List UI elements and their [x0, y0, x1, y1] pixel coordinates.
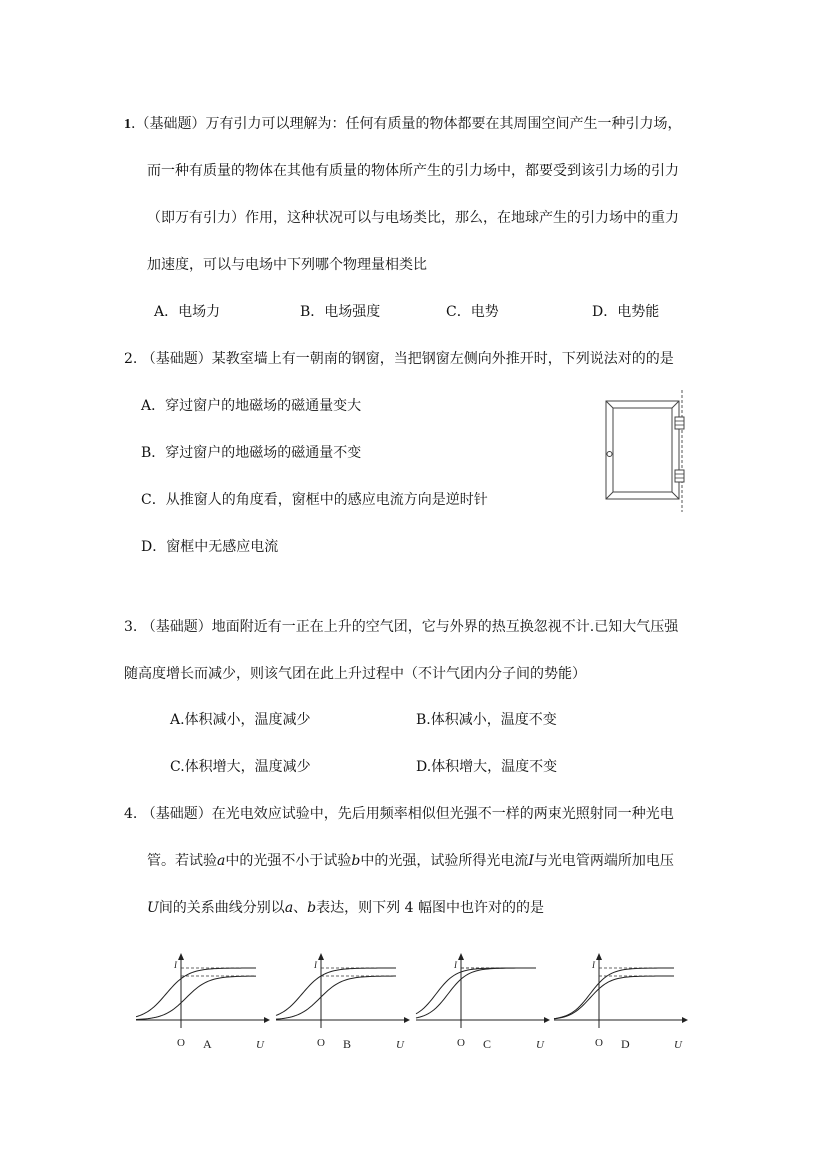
i-axis-arrow-icon [178, 953, 184, 960]
var-b: b [351, 853, 361, 869]
u-axis-label: U [256, 1039, 264, 1050]
iu-graph-b [276, 953, 410, 1050]
q2-option-b[interactable]: B．穿过窗户的地磁场的磁通量不变 [141, 445, 362, 461]
curve-a [416, 968, 536, 1014]
i-axis-arrow-icon [458, 953, 464, 960]
q2-option-d[interactable]: D．窗框中无感应电流 [141, 539, 279, 555]
i-axis-label: I [592, 960, 595, 970]
q3-option-c[interactable]: C.体积增大，温度减少 [170, 759, 311, 775]
u-axis-arrow-icon [264, 1017, 270, 1023]
i-axis-label: I [314, 960, 317, 970]
q4-line-3: U间的关系曲线分别以a、b表达，则下列 4 幅图中也许对的的是 [147, 900, 544, 916]
curve-b [416, 968, 536, 1018]
i-axis-arrow-icon [596, 953, 602, 960]
q1-line-2: 而一种有质量的物体在其他有质量的物体所产生的引力场中，都要受到该引力场的引力 [147, 163, 679, 179]
origin-label: O [595, 1037, 603, 1049]
u-axis-label: U [396, 1039, 404, 1050]
var-a: a [284, 900, 294, 916]
var-i: I [528, 853, 534, 869]
window-outer-frame [606, 401, 679, 499]
q1-line-1-text: .（基础题）万有引力可以理解为：任何有质量的物体都要在其周围空间产生一种引力场， [131, 116, 682, 132]
origin-label: O [177, 1037, 185, 1049]
curve-a [136, 968, 256, 1017]
hinge-top-icon [675, 417, 684, 429]
iu-graph-c [416, 953, 550, 1050]
i-axis-label: I [454, 960, 457, 970]
u-axis-label: U [674, 1039, 682, 1050]
var-a: a [217, 853, 226, 869]
q1-option-b[interactable]: B．电场强度 [300, 304, 381, 320]
graph-option-label: A [203, 1037, 212, 1050]
q3-option-d[interactable]: D.体积增大，温度不变 [416, 759, 558, 775]
graph-option-label: C [483, 1037, 492, 1050]
q1-number: 1 [124, 117, 131, 132]
graph-option-label: D [621, 1037, 630, 1050]
q1-line-4: 加速度，可以与电场中下列哪个物理量相类比 [147, 257, 427, 273]
q1-option-a[interactable]: A．电场力 [154, 304, 221, 320]
origin-label: O [317, 1037, 325, 1049]
q3-line-2: 随高度增长而减少，则该气团在此上升过程中（不计气团内分子间的势能） [124, 666, 586, 682]
q3-option-a[interactable]: A.体积减小，温度减少 [170, 712, 311, 728]
q1-line-1 [124, 115, 681, 134]
q2-option-a[interactable]: A．穿过窗户的地磁场的磁通量变大 [141, 398, 362, 414]
q4-line-2: 管。若试验a中的光强不小于试验b中的光强，试验所得光电流I与光电管两端所加电压 [147, 853, 674, 869]
var-b: b [307, 900, 317, 916]
graph-option-label: B [343, 1037, 352, 1050]
q1-option-c[interactable]: C．电势 [446, 304, 499, 320]
window-figure [596, 388, 692, 514]
window-handle-icon [607, 452, 612, 457]
var-u: U [147, 900, 159, 916]
q1-option-d[interactable]: D．电势能 [592, 304, 660, 320]
i-axis-label: I [174, 960, 177, 970]
curve-a [276, 968, 396, 1015]
q3-option-b[interactable]: B.体积减小，温度不变 [416, 712, 557, 728]
q1-line-3: （即万有引力）作用，这种状况可以与电场类比，那么，在地球产生的引力场中的重力 [147, 210, 679, 226]
u-axis-arrow-icon [682, 1017, 688, 1023]
i-axis-arrow-icon [318, 953, 324, 960]
iu-graph-d [554, 953, 688, 1050]
hinge-bottom-icon [675, 470, 684, 482]
iu-graphs [136, 950, 696, 1050]
window-inner-frame [613, 408, 672, 492]
q4-line-1: 4. （基础题）在光电效应试验中，先后用频率相似但光强不一样的两束光照射同一种光电 [124, 806, 674, 822]
q2-stem: 2. （基础题）某教室墙上有一朝南的钢窗，当把钢窗左侧向外推开时，下列说法对的的是 [124, 351, 674, 367]
origin-label: O [457, 1037, 465, 1049]
q2-option-c[interactable]: C．从推窗人的角度看，窗框中的感应电流方向是逆时针 [141, 492, 488, 508]
iu-graph-a [136, 953, 270, 1050]
q3-line-1: 3. （基础题）地面附近有一正在上升的空气团，它与外界的热互换忽视不计.已知大气压强 [124, 619, 679, 635]
u-axis-arrow-icon [404, 1017, 410, 1023]
curve-b [276, 976, 396, 1019]
u-axis-arrow-icon [544, 1017, 550, 1023]
u-axis-label: U [536, 1039, 544, 1050]
curve-b [136, 976, 256, 1019]
